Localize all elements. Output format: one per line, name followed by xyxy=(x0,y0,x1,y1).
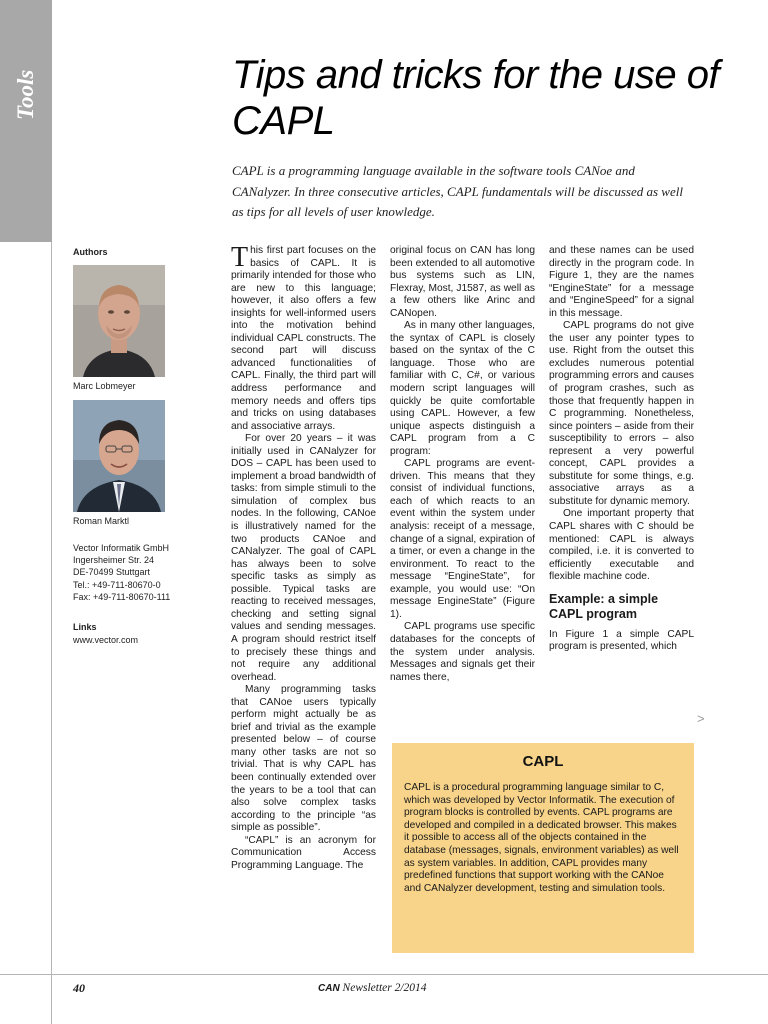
vector-link[interactable]: www.vector.com xyxy=(73,635,139,645)
capl-info-box xyxy=(392,743,694,953)
author2-name: Roman Marktl xyxy=(73,516,130,526)
article-column-3 xyxy=(549,245,694,654)
paragraph: In Figure 1 a simple CAPL program is presented, which xyxy=(549,628,694,653)
section-tab xyxy=(0,0,52,242)
article-column-2 xyxy=(390,245,535,684)
section-tab-label: Tools xyxy=(13,69,38,120)
paragraph: original focus on CAN has long been extended to all automotive bus systems such as LIN, Flexray, Most, J1587, as well as a few others like Arinc and CANopen. xyxy=(390,245,535,319)
address-line: Tel.: +49-711-80670-0 xyxy=(73,579,161,590)
paragraph: CAPL programs are event-driven. This means that they consist of individual functions, each of which reacts to an event within the system under analysis: receipt of a message, change of a signal, expiration of a timer, or even a change in the environment. To react to the message “EngineState”, for example, you would use: “On message EngineState” (Figure 1). xyxy=(390,458,535,620)
left-margin-rule xyxy=(51,242,52,1024)
author1-photo xyxy=(73,265,165,377)
paragraph: and these names can be used directly in the program code. In Figure 1, they are the names “EngineState” for a message and “EngineSpeed” for a signal in this message. xyxy=(549,245,694,319)
article-lead: CAPL is a programming language available in the software tools CANoe and CANalyzer. In three consecutive articles, CAPL fundamentals will be discussed as well as tips for all levels of user knowledge. xyxy=(232,163,683,219)
paragraph: Many programming tasks that CANoe users typically perform might actually be as brief and trivial as the example presented below – of course many other tasks are not so trivial. That is why CAPL has been continually extended over the years to be a tool that can also solve complex tasks according to the principle “as simple as possible”. xyxy=(231,684,376,834)
footer-rule xyxy=(0,974,768,975)
paragraph: For over 20 years – it was initially used in CANalyzer for DOS – CAPL has been used to implement a broad bandwidth of tasks: from simple stimuli to the simulation of complex bus nodes. In the following, CANoe is illustratively named for the two products CANoe and CANalyzer. The goal of CAPL has always been to solve specific tasks as simply as possible. Typical tasks are reacting to received messages, checking and setting signal values and sending messages. A program should restrict itself to precisely these things and not require any additional overhead. xyxy=(231,433,376,683)
publication-name: CAN Newsletter 2/2014 xyxy=(318,982,427,994)
publication-brand: CAN xyxy=(318,983,340,994)
info-box-text: CAPL is a procedural programming language similar to C, which was developed by Vector Informatik. The execution of program blocks is controlled by events. CAPL programs are developed and compiled in a dedicated browser. This makes it possible to access all of the objects contained in the database (messages, signals, environment variables) as well as system variables. In addition, CAPL provides many predefined functions that support working with the CANoe and CANalyzer development, testing and simulation tools. xyxy=(404,782,679,894)
paragraph: As in many other languages, the syntax of CAPL is closely based on the syntax of the C language. Those who are familiar with C, C#, or various modern script languages will quickly be quite comfortable using CAPL. However, a few unique aspects distinguish a CAPL program from a C program: xyxy=(390,320,535,457)
article-column-1 xyxy=(231,242,376,872)
company-address xyxy=(73,542,170,603)
page-number: 40 xyxy=(73,981,85,995)
author1-name: Marc Lobmeyer xyxy=(73,381,136,391)
author2-photo xyxy=(73,400,165,512)
address-line: Vector Informatik GmbH xyxy=(73,543,170,553)
address-line: Ingersheimer Str. 24 xyxy=(73,555,155,566)
paragraph: CAPL programs use specific databases for the concepts of the system under analysis. Messages and signals get their names there, xyxy=(390,621,535,683)
article-title: Tips and tricks for the use of CAPL xyxy=(232,53,720,143)
authors-heading: Authors xyxy=(73,247,108,257)
drop-cap: T xyxy=(231,242,249,273)
info-box-title: CAPL xyxy=(522,753,564,770)
address-line: Fax: +49-711-80670-111 xyxy=(73,591,171,602)
paragraph: CAPL programs do not give the user any pointer types to use. Right from the outset this excludes numerous potential programming errors and causes of program crashes, such as those that frequently happen in C programming. Nonetheless, since pointers – aside from their susceptibility to errors – also represent a very powerful concept, CAPL provides a substitute for some things, e.g. associative arrays as a substitute for dynamic memory. xyxy=(549,320,694,507)
links-heading: Links xyxy=(73,622,97,632)
section-subheading: Example: a simple CAPL program xyxy=(549,591,659,621)
paragraph: One important property that CAPL shares with C should be mentioned: CAPL is always compiled, i.e. it is converted to efficiently executable and flexible machine code. xyxy=(549,508,694,583)
address-line: DE-70499 Stuttgart xyxy=(73,567,151,578)
paragraph: This first part focuses on the basics of CAPL. It is primarily intended for those who are new to this language; however, it also offers a few insights for well-informed users into the motivation behind individual CAPL constructs. The second part will discuss advanced functionalities of CAPL. Finally, the third part will address performance and memory needs and offers tips and tricks on using databases and associative arrays. xyxy=(231,242,376,432)
paragraph: “CAPL” is an acronym for Communication Access Programming Language. The xyxy=(231,834,376,871)
continue-arrow-icon: > xyxy=(697,711,705,726)
